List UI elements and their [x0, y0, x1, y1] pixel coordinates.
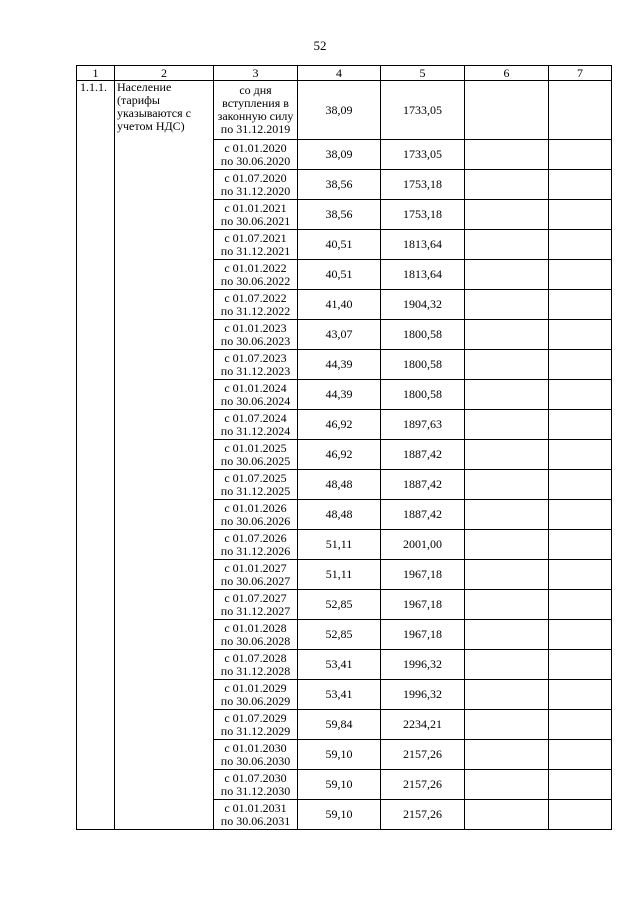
value-cell-c7 [549, 290, 612, 320]
period-end: по 31.12.2023 [220, 363, 291, 378]
value-cell-c4: 48,48 [298, 500, 381, 530]
period-cell [214, 290, 298, 320]
value-cell-c6 [465, 650, 549, 680]
value-cell-c6 [465, 440, 549, 470]
value-cell-c4: 38,56 [298, 200, 381, 230]
period-cell [214, 590, 298, 620]
value-cell-c6 [465, 620, 549, 650]
value-cell-c6 [465, 710, 549, 740]
value-cell-c5: 1967,18 [381, 620, 465, 650]
value-cell-c5: 1996,32 [381, 680, 465, 710]
value-cell-c5: 2157,26 [381, 740, 465, 770]
period-start: с 01.07.2027 [224, 590, 287, 605]
period-start: со дня вступления в законную силу [217, 83, 294, 123]
period-cell [214, 530, 298, 560]
value-cell-c6 [465, 680, 549, 710]
value-cell-c7 [549, 260, 612, 290]
value-cell-c5: 1753,18 [381, 200, 465, 230]
value-cell-c4: 59,10 [298, 800, 381, 830]
period-cell [214, 740, 298, 770]
period-start: с 01.01.2028 [224, 620, 287, 635]
group-name: Население (тарифы указываются с учетом НДС) [115, 81, 214, 830]
period-cell [214, 170, 298, 200]
value-cell-c6 [465, 770, 549, 800]
column-number: 5 [381, 66, 465, 81]
period-end: по 31.12.2026 [220, 543, 291, 558]
period-cell [214, 770, 298, 800]
value-cell-c5: 1800,58 [381, 320, 465, 350]
period-end: по 30.06.2021 [220, 213, 291, 228]
period-end: по 31.12.2019 [220, 122, 291, 136]
period-end: по 31.12.2025 [220, 483, 291, 498]
period-cell [214, 650, 298, 680]
value-cell-c6 [465, 170, 549, 200]
value-cell-c6 [465, 230, 549, 260]
value-cell-c5: 1887,42 [381, 440, 465, 470]
value-cell-c7 [549, 530, 612, 560]
value-cell-c7 [549, 620, 612, 650]
value-cell-c4: 38,56 [298, 170, 381, 200]
period-cell [214, 500, 298, 530]
value-cell-c4: 40,51 [298, 230, 381, 260]
value-cell-c5: 1800,58 [381, 350, 465, 380]
period-start: с 01.07.2028 [224, 650, 287, 665]
value-cell-c7 [549, 140, 612, 170]
period-end: по 31.12.2024 [220, 423, 291, 438]
period-end: по 30.06.2027 [220, 573, 291, 588]
value-cell-c7 [549, 680, 612, 710]
value-cell-c4: 59,10 [298, 740, 381, 770]
period-end: по 30.06.2031 [220, 813, 291, 828]
value-cell-c5: 1800,58 [381, 380, 465, 410]
value-cell-c6 [465, 740, 549, 770]
period-start: с 01.07.2026 [224, 530, 287, 545]
period-start: с 01.01.2026 [224, 500, 287, 515]
value-cell-c5: 1904,32 [381, 290, 465, 320]
period-cell [214, 140, 298, 170]
value-cell-c5: 1897,63 [381, 410, 465, 440]
value-cell-c7 [549, 650, 612, 680]
group-number: 1.1.1. [77, 81, 115, 830]
column-number: 2 [115, 66, 214, 81]
value-cell-c6 [465, 320, 549, 350]
period-start: с 01.01.2025 [224, 440, 287, 455]
column-number: 1 [77, 66, 115, 81]
value-cell-c4: 46,92 [298, 410, 381, 440]
period-start: с 01.07.2029 [224, 710, 287, 725]
value-cell-c5: 1813,64 [381, 260, 465, 290]
value-cell-c5: 1996,32 [381, 650, 465, 680]
period-end: по 31.12.2030 [220, 783, 291, 798]
value-cell-c6 [465, 500, 549, 530]
value-cell-c7 [549, 440, 612, 470]
value-cell-c4: 53,41 [298, 680, 381, 710]
period-end: по 31.12.2022 [220, 303, 291, 318]
value-cell-c7 [549, 380, 612, 410]
value-cell-c5: 2157,26 [381, 770, 465, 800]
value-cell-c7 [549, 170, 612, 200]
value-cell-c7 [549, 470, 612, 500]
page-number: 52 [313, 38, 327, 53]
period-cell [214, 320, 298, 350]
period-end: по 31.12.2021 [220, 243, 291, 258]
value-cell-c6 [465, 530, 549, 560]
value-cell-c5: 2157,26 [381, 800, 465, 830]
value-cell-c5: 2234,21 [381, 710, 465, 740]
period-end: по 31.12.2020 [220, 183, 291, 198]
period-end: по 30.06.2024 [220, 393, 291, 408]
column-number: 6 [465, 66, 549, 81]
value-cell-c4: 51,11 [298, 560, 381, 590]
value-cell-c6 [465, 410, 549, 440]
period-cell [214, 470, 298, 500]
value-cell-c6 [465, 380, 549, 410]
period-cell [214, 710, 298, 740]
value-cell-c4: 46,92 [298, 440, 381, 470]
value-cell-c4: 51,11 [298, 530, 381, 560]
value-cell-c6 [465, 81, 549, 140]
value-cell-c7 [549, 410, 612, 440]
value-cell-c5: 1887,42 [381, 470, 465, 500]
period-start: с 01.01.2022 [224, 260, 287, 275]
period-start: с 01.01.2021 [224, 200, 287, 215]
period-start: с 01.01.2027 [224, 560, 287, 575]
value-cell-c4: 52,85 [298, 620, 381, 650]
value-cell-c4: 52,85 [298, 590, 381, 620]
value-cell-c5: 1967,18 [381, 590, 465, 620]
period-start: с 01.07.2025 [224, 470, 287, 485]
value-cell-c4: 59,10 [298, 770, 381, 800]
period-cell [214, 800, 298, 830]
value-cell-c6 [465, 350, 549, 380]
period-start: с 01.07.2024 [224, 410, 287, 425]
period-cell [214, 620, 298, 650]
period-start: с 01.01.2020 [224, 140, 287, 155]
period-start: с 01.07.2022 [224, 290, 287, 305]
tariff-table [76, 65, 612, 830]
value-cell-c7 [549, 320, 612, 350]
value-cell-c7 [549, 560, 612, 590]
period-cell [214, 81, 298, 140]
period-cell [214, 560, 298, 590]
value-cell-c5: 1967,18 [381, 560, 465, 590]
value-cell-c4: 59,84 [298, 710, 381, 740]
period-end: по 31.12.2029 [220, 723, 291, 738]
value-cell-c6 [465, 140, 549, 170]
period-end: по 30.06.2030 [220, 753, 291, 768]
table-row [77, 81, 612, 140]
value-cell-c5: 1887,42 [381, 500, 465, 530]
value-cell-c4: 38,09 [298, 140, 381, 170]
column-number: 3 [214, 66, 298, 81]
value-cell-c7 [549, 500, 612, 530]
value-cell-c5: 1733,05 [381, 140, 465, 170]
period-start: с 01.01.2023 [224, 320, 287, 335]
column-number: 4 [298, 66, 381, 81]
value-cell-c7 [549, 200, 612, 230]
value-cell-c4: 43,07 [298, 320, 381, 350]
period-end: по 30.06.2020 [220, 153, 291, 168]
period-start: с 01.01.2029 [224, 680, 287, 695]
value-cell-c4: 53,41 [298, 650, 381, 680]
period-cell [214, 230, 298, 260]
period-end: по 30.06.2028 [220, 633, 291, 648]
period-start: с 01.01.2030 [224, 740, 287, 755]
value-cell-c5: 1813,64 [381, 230, 465, 260]
value-cell-c7 [549, 81, 612, 140]
value-cell-c6 [465, 800, 549, 830]
value-cell-c5: 1753,18 [381, 170, 465, 200]
value-cell-c4: 38,09 [298, 81, 381, 140]
period-end: по 31.12.2027 [220, 603, 291, 618]
period-cell [214, 350, 298, 380]
period-cell [214, 680, 298, 710]
value-cell-c4: 48,48 [298, 470, 381, 500]
value-cell-c7 [549, 590, 612, 620]
value-cell-c4: 40,51 [298, 260, 381, 290]
period-cell [214, 260, 298, 290]
period-start: с 01.07.2023 [224, 350, 287, 365]
value-cell-c4: 44,39 [298, 350, 381, 380]
period-end: по 30.06.2029 [220, 693, 291, 708]
value-cell-c6 [465, 200, 549, 230]
value-cell-c7 [549, 770, 612, 800]
period-cell [214, 380, 298, 410]
value-cell-c7 [549, 800, 612, 830]
period-start: с 01.01.2024 [224, 380, 287, 395]
column-number: 7 [549, 66, 612, 81]
period-end: по 30.06.2023 [220, 333, 291, 348]
period-start: с 01.07.2021 [224, 230, 287, 245]
value-cell-c7 [549, 350, 612, 380]
period-cell [214, 200, 298, 230]
period-cell [214, 410, 298, 440]
value-cell-c7 [549, 740, 612, 770]
period-end: по 30.06.2022 [220, 273, 291, 288]
period-cell [214, 440, 298, 470]
period-start: с 01.01.2031 [224, 800, 287, 815]
value-cell-c5: 1733,05 [381, 81, 465, 140]
period-end: по 30.06.2026 [220, 513, 291, 528]
period-start: с 01.07.2020 [224, 170, 287, 185]
value-cell-c5: 2001,00 [381, 530, 465, 560]
period-start: с 01.07.2030 [224, 770, 287, 785]
value-cell-c7 [549, 230, 612, 260]
value-cell-c6 [465, 470, 549, 500]
value-cell-c6 [465, 260, 549, 290]
value-cell-c6 [465, 560, 549, 590]
value-cell-c4: 41,40 [298, 290, 381, 320]
value-cell-c6 [465, 290, 549, 320]
value-cell-c4: 44,39 [298, 380, 381, 410]
value-cell-c6 [465, 590, 549, 620]
value-cell-c7 [549, 710, 612, 740]
period-end: по 30.06.2025 [220, 453, 291, 468]
period-end: по 31.12.2028 [220, 663, 291, 678]
column-number-row [77, 66, 612, 81]
